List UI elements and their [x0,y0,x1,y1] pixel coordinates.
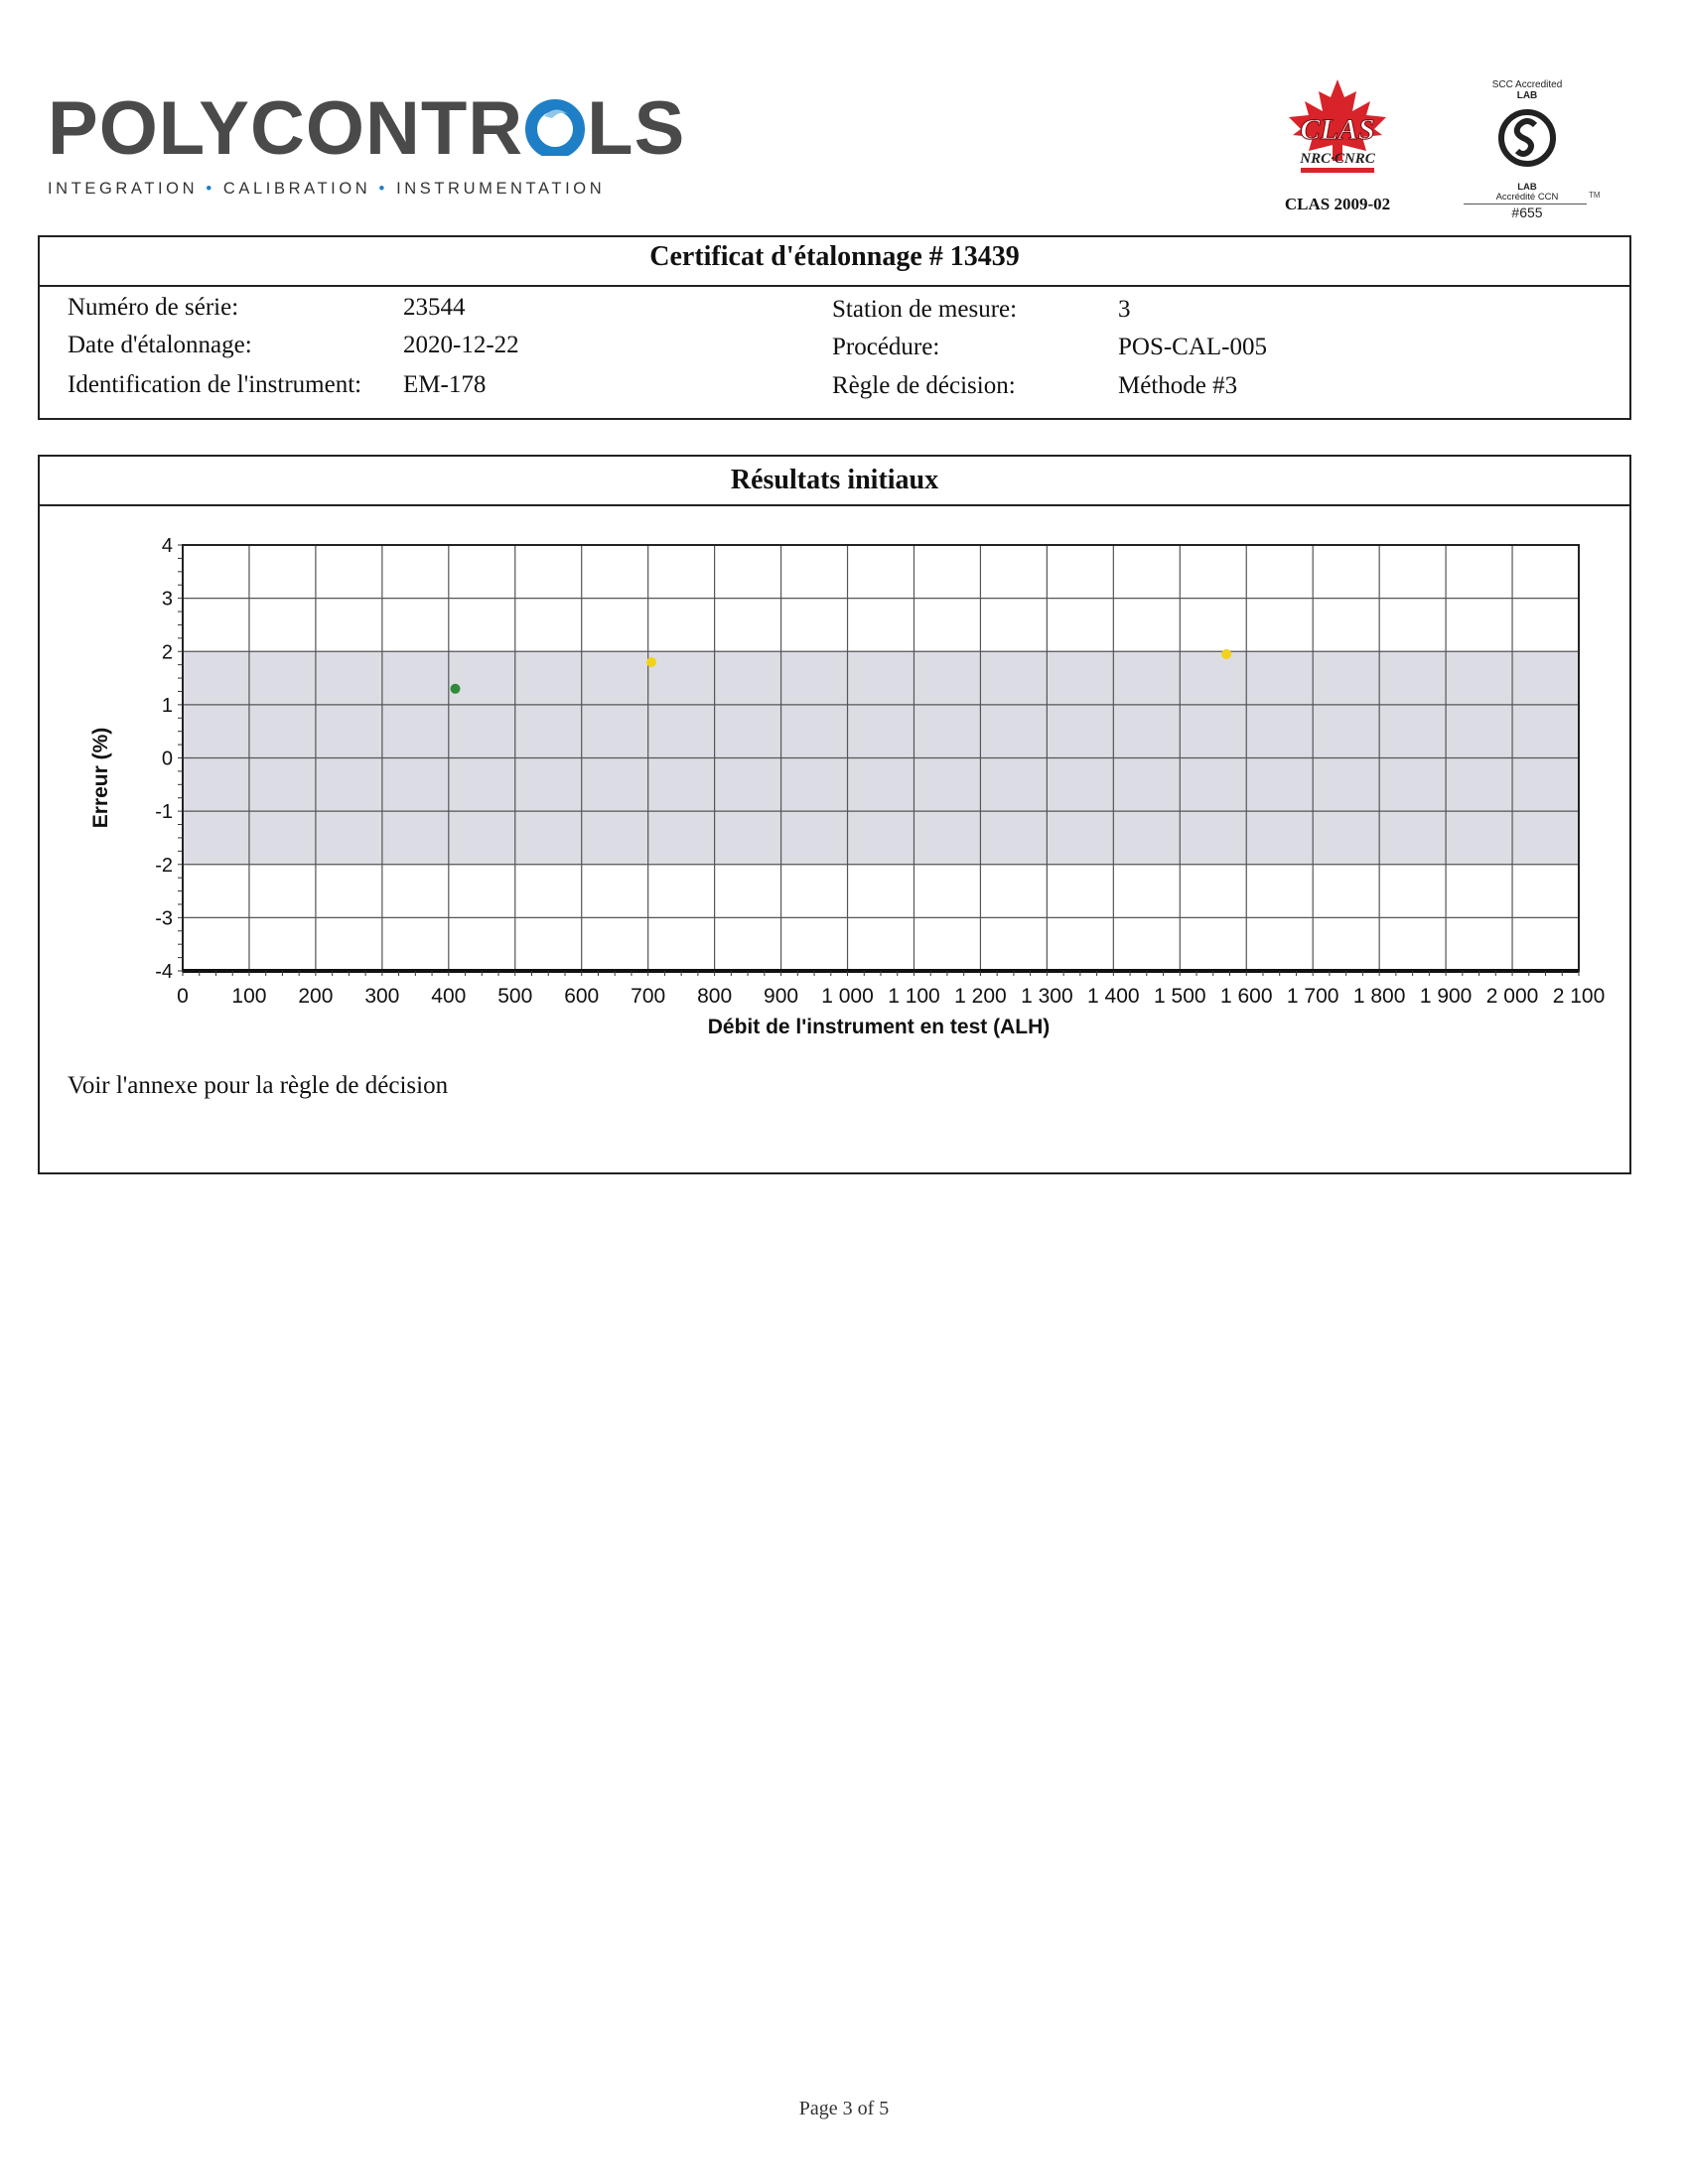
x-tick-label: 1 700 [1286,985,1339,1008]
x-tick-label: 1 200 [954,985,1007,1008]
y-axis-title: Erreur (%) [89,727,112,829]
droplet-o-icon [524,98,586,156]
serial-number-value: 23544 [403,294,466,321]
x-tick-label: 1 000 [821,985,874,1008]
x-tick-label: 300 [364,985,400,1008]
x-tick-label: 400 [431,985,467,1008]
decision-rule-label: Règle de décision: [832,372,1016,399]
calibration-date-label: Date d'étalonnage: [68,332,252,358]
procedure-value: POS-CAL-005 [1118,334,1268,360]
instrument-id-label: Identification de l'instrument: [68,371,362,398]
x-tick-label: 600 [564,985,600,1008]
x-tick-label: 200 [298,985,334,1008]
trademark-mark: TM [1589,191,1601,200]
x-tick-label: 1 400 [1087,985,1140,1008]
scc-top-line1: SCC Accredited [1491,79,1563,90]
y-tick-label: 3 [161,588,173,611]
scc-accredited-text [1468,79,1587,101]
x-axis-title: Débit de l'instrument en test (ALH) [707,1016,1051,1038]
scc-number: #655 [1511,205,1543,220]
x-tick-label: 800 [697,985,733,1008]
x-tick-label: 1 600 [1219,985,1273,1008]
scc-top-line2: LAB [1516,90,1538,101]
x-tick-label: 2 100 [1552,985,1606,1008]
procedure-label: Procédure: [832,334,940,360]
clas-subword: NRC·CNRC [1300,151,1375,167]
y-tick-label: -1 [155,801,173,824]
brand-tagline [48,180,605,199]
calibration-date-value: 2020-12-22 [403,332,519,358]
scc-lab-text [1468,183,1587,203]
tagline-instrumentation: INSTRUMENTATION [396,180,606,198]
data-point [646,657,656,667]
x-tick-label: 2 000 [1485,985,1539,1008]
x-tick-label: 500 [497,985,533,1008]
x-tick-label: 100 [231,985,267,1008]
x-tick-label: 1 800 [1352,985,1406,1008]
error-chart [79,526,1628,1052]
decision-rule-value: Méthode #3 [1118,372,1238,399]
y-tick-label: -4 [155,961,173,983]
data-point [1221,649,1231,659]
scc-spiral-icon [1497,103,1557,173]
results-title-divider [38,504,1631,506]
instrument-id-value: EM-178 [403,371,487,398]
x-tick-label: 1 100 [888,985,940,1008]
station-label: Station de mesure: [832,296,1018,323]
x-tick-label: 900 [764,985,799,1008]
y-tick-label: 0 [161,748,173,770]
clas-code: CLAS 2009-02 [1284,195,1391,213]
x-tick-label: 0 [177,985,189,1008]
tagline-calibration: CALIBRATION [222,180,371,198]
y-tick-label: -2 [155,854,173,877]
brand-name-left: POLYCONTR [48,86,524,171]
scc-bottom-line2: Accrédité CCN [1495,192,1559,203]
tagline-separator: • [206,180,215,198]
data-point [451,684,461,694]
station-value: 3 [1118,296,1131,323]
brand-name-right: LS [587,86,686,171]
x-tick-label: 700 [631,985,666,1008]
y-tick-label: 4 [161,535,173,557]
clas-logo [1263,75,1412,185]
company-logo [48,86,686,171]
clas-wordmark: CLAS [1300,113,1375,146]
results-title: Résultats initiaux [730,465,939,495]
x-tick-label: 1 500 [1154,985,1206,1008]
decision-rule-note: Voir l'annexe pour la règle de décision [68,1072,449,1099]
y-tick-label: 1 [161,694,173,717]
tagline-separator: • [378,180,388,198]
certificate-title-divider [38,285,1631,287]
page-number: Page 3 of 5 [798,2098,890,2119]
x-tick-label: 1 300 [1021,985,1073,1008]
y-tick-label: -3 [155,907,173,930]
serial-number-label: Numéro de série: [68,294,239,321]
x-tick-label: 1 900 [1419,985,1473,1008]
tagline-integration: INTEGRATION [48,180,199,198]
scc-bottom-line1: LAB [1517,182,1537,193]
certificate-title: Certificat d'étalonnage # 13439 [649,241,1020,272]
y-tick-label: 2 [161,641,173,664]
